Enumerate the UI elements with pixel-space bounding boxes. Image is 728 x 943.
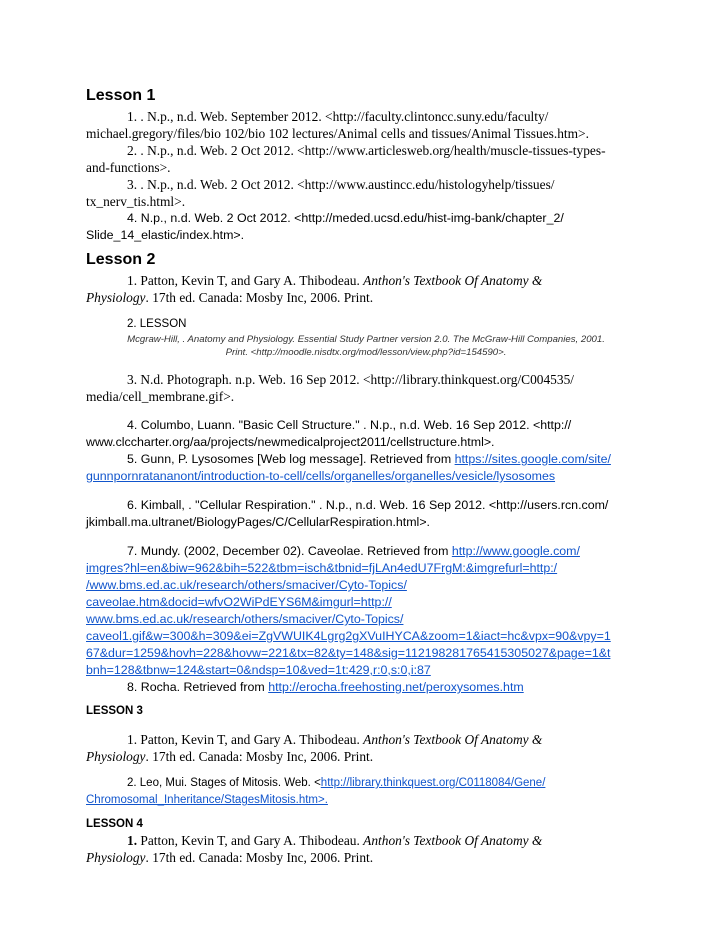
- reference-line: [86, 662, 646, 679]
- reference-line: 7. Mundy. (2002, December 02). Caveolae. Retrieved from http://www.google.com/: [127, 544, 580, 558]
- reference-link[interactable]: www.bms.ed.ac.uk/research/others/smaciver/Cyto-Topics/: [86, 612, 404, 626]
- reference-line: 6. Kimball, . "Cellular Respiration." . N.p., n.d. Web. 16 Sep 2012. <http://users.rcn.com/: [127, 498, 609, 512]
- reference-line: Physiology. 17th ed. Canada: Mosby Inc, 2006. Print.: [86, 749, 374, 764]
- reference-link[interactable]: imgres?hl=en&biw=962&bih=522&tbm=isch&tbnid=fjLAn4edU7FrgM:&imgrefurl=http:/: [86, 561, 558, 575]
- reference-line: 2. . N.p., n.d. Web. 2 Oct 2012. <http://www.articlesweb.org/health/muscle-tissues-types-: [127, 143, 606, 158]
- reference-link[interactable]: Chromosomal_Inheritance/StagesMitosis.htm>.: [86, 794, 328, 806]
- reference-line: Physiology. 17th ed. Canada: Mosby Inc, 2006. Print.: [86, 290, 374, 305]
- reference-line: www.clccharter.org/aa/projects/newmedicalproject2011/cellstructure.html>.: [86, 435, 495, 449]
- reference-link[interactable]: caveol1.gif&w=300&h=309&ei=ZgVWUIK4Lgrg2gXVuIHYCA&zoom=1&iact=hc&vpx=90&vpy=1: [86, 629, 611, 643]
- lesson-4-heading: LESSON 4: [86, 818, 143, 830]
- reference-line: [86, 594, 646, 611]
- citation-line: Print. <http://moodle.nisdtx.org/mod/lesson/view.php?id=154590>.: [225, 347, 507, 358]
- reference-link[interactable]: caveolae.htm&docid=wfvO2WiPdEYS6M&imgurl=http://: [86, 595, 392, 609]
- reference-line: Physiology. 17th ed. Canada: Mosby Inc, 2006. Print.: [86, 850, 374, 865]
- reference-link[interactable]: http://erocha.freehosting.net/peroxysomes.htm: [268, 680, 524, 694]
- reference-line: Slide_14_elastic/index.htm>.: [86, 228, 245, 242]
- reference-line: 2. Leo, Mui. Stages of Mitosis. Web. <http://library.thinkquest.org/C0118084/Gene/: [127, 777, 546, 789]
- reference-line: [86, 792, 646, 809]
- reference-page: [86, 86, 646, 866]
- reference-line: [86, 628, 646, 645]
- reference-line: 5. Gunn, P. Lysosomes [Web log message]. Retrieved from https://sites.google.com/site/: [127, 452, 611, 466]
- reference-line: 3. N.d. Photograph. n.p. Web. 16 Sep 2012. <http://library.thinkquest.org/C004535/: [127, 372, 574, 387]
- reference-link[interactable]: https://sites.google.com/site/: [454, 452, 611, 466]
- reference-line: tx_nerv_tis.html>.: [86, 194, 186, 209]
- reference-line: 4. N.p., n.d. Web. 2 Oct 2012. <http://meded.ucsd.edu/hist-img-bank/chapter_2/: [127, 211, 564, 225]
- reference-link[interactable]: http://library.thinkquest.org/C0118084/Gene/: [320, 777, 546, 789]
- reference-line: 3. . N.p., n.d. Web. 2 Oct 2012. <http://www.austincc.edu/histologyhelp/tissues/: [127, 177, 555, 192]
- reference-line: and-functions>.: [86, 160, 171, 175]
- reference-link[interactable]: gunnpornratananont/introduction-to-cell/cells/organelles/organelles/vesicle/lysosomes: [86, 469, 556, 483]
- reference-line: [86, 645, 646, 662]
- reference-line: media/cell_membrane.gif>.: [86, 389, 235, 404]
- reference-link[interactable]: bnh=128&tbnw=124&start=0&ndsp=10&ved=1t:429,r:0,s:0,i:87: [86, 663, 431, 677]
- citation-line: Mcgraw-Hill, . Anatomy and Physiology. Essential Study Partner version 2.0. The McGraw-Hill Companies, 2001.: [127, 334, 605, 345]
- reference-line: 1. . N.p., n.d. Web. September 2012. <http://faculty.clintoncc.suny.edu/faculty/: [127, 109, 549, 124]
- lesson-1-heading: Lesson 1: [86, 87, 156, 104]
- reference-line: [86, 577, 646, 594]
- reference-link[interactable]: 67&dur=1259&hovh=228&hovw=221&tx=82&ty=148&sig=112198281765415305027&page=1&t: [86, 646, 611, 660]
- reference-line: 4. Columbo, Luann. "Basic Cell Structure." . N.p., n.d. Web. 16 Sep 2012. <http://: [127, 418, 572, 432]
- reference-line: 8. Rocha. Retrieved from http://erocha.freehosting.net/peroxysomes.htm: [127, 680, 524, 694]
- reference-line: 1. Patton, Kevin T, and Gary A. Thibodeau. Anthon's Textbook Of Anatomy &: [127, 273, 543, 288]
- reference-line: 1. Patton, Kevin T, and Gary A. Thibodeau. Anthon's Textbook Of Anatomy &: [127, 732, 543, 747]
- lesson-3-heading: LESSON 3: [86, 705, 143, 717]
- reference-link[interactable]: http://www.google.com/: [451, 544, 580, 558]
- reference-link[interactable]: /www.bms.ed.ac.uk/research/others/smaciver/Cyto-Topics/: [86, 578, 407, 592]
- reference-line: 1. Patton, Kevin T, and Gary A. Thibodeau. Anthon's Textbook Of Anatomy &: [127, 833, 543, 848]
- reference-line: jkimball.ma.ultranet/BiologyPages/C/CellularRespiration.html>.: [86, 515, 430, 529]
- reference-line: [86, 560, 646, 577]
- reference-line: [86, 611, 646, 628]
- lesson-2-heading: Lesson 2: [86, 251, 156, 268]
- reference-line: michael.gregory/files/bio 102/bio 102 lectures/Animal cells and tissues/Animal Tissues.htm>.: [86, 126, 589, 141]
- reference-line: [86, 468, 646, 485]
- reference-line: 2. LESSON: [127, 318, 187, 330]
